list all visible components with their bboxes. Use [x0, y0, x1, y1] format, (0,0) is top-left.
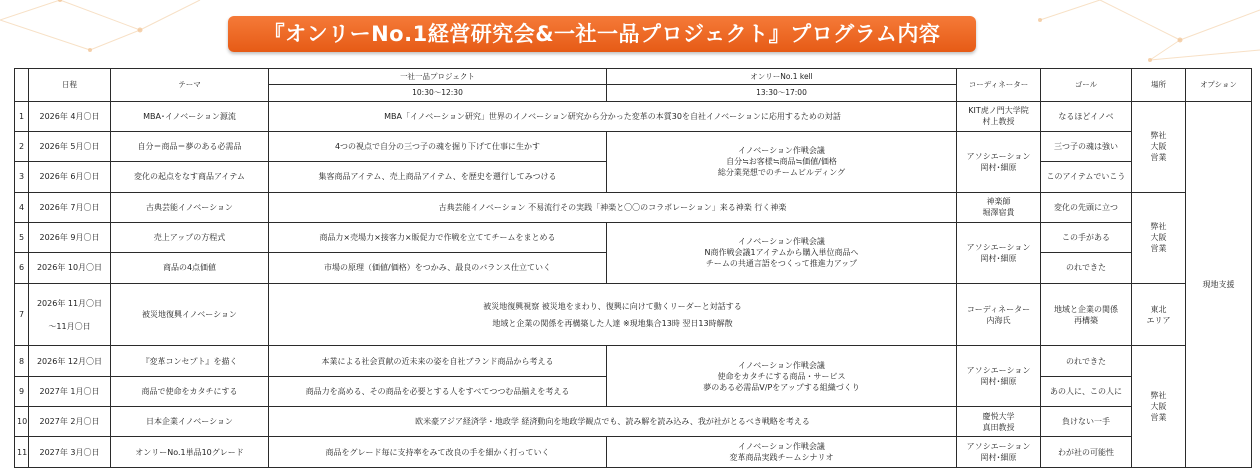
row-project1: 4つの視点で自分の三つ子の魂を掘り下げて仕事に生かす: [269, 131, 607, 161]
row-project1: 商品力×売場力×接客力×販促力で作戦を立ててチームをまとめる: [269, 222, 607, 252]
row-theme: 変化の起点をなす商品アイテム: [111, 162, 269, 192]
row-number: 7: [15, 283, 29, 346]
row-program-merged: 古典芸能イノベーション 不易流行その実践「神楽と〇〇のコラボレーション」来る神楽 行く神楽: [269, 192, 957, 222]
header-coordinator: コーディネーター: [957, 69, 1041, 102]
row-date: 2027年 1月〇日: [29, 376, 111, 406]
row-number: 1: [15, 101, 29, 131]
row-number: 11: [15, 437, 29, 468]
row-coordinator: アソシエーション 岡村･細原: [957, 222, 1041, 283]
row-goal: のれできた: [1041, 346, 1132, 376]
row-coordinator: KIT虎ノ門大学院 村上教授: [957, 101, 1041, 131]
row-date: 2026年 7月〇日: [29, 192, 111, 222]
row-coordinator: アソシエーション 岡村･細原: [957, 131, 1041, 192]
row-goal: なるほどイノベ: [1041, 101, 1132, 131]
table-row: [15, 346, 1252, 376]
row-goal: このアイテムでいこう: [1041, 162, 1132, 192]
row-date: 2026年 10月〇日: [29, 253, 111, 283]
row-theme: 商品で使命をカタチにする: [111, 376, 269, 406]
header-row: [15, 69, 1252, 85]
row-program-merged: 被災地復興視察 被災地をまわり、復興に向けて動くリーダーと対話する 地域と企業の関係を再構築した人達 ※現地集合13時 翌日13時解散: [269, 283, 957, 346]
row-date: 2026年 9月〇日: [29, 222, 111, 252]
row-theme: 古典芸能イノベーション: [111, 192, 269, 222]
header-project1: 一社一品プロジェクト: [269, 69, 607, 85]
table-row: [15, 192, 1252, 222]
header-goal: ゴール: [1041, 69, 1132, 102]
page-title-banner: 『オンリーNo.1経営研究会&一社一品プロジェクト』プログラム内容: [228, 16, 976, 52]
row-project2: イノベーション作戦会議 変革商品実践チームシナリオ: [607, 437, 957, 468]
row-goal: 負けない一手: [1041, 407, 1132, 437]
place-cell: 弊社 大阪 営業: [1132, 101, 1186, 192]
row-theme: 日本企業イノベーション: [111, 407, 269, 437]
row-date: 2026年 11月〇日 ～11月〇日: [29, 283, 111, 346]
row-theme: 自分＝商品＝夢のある必需品: [111, 131, 269, 161]
row-goal: 変化の先頭に立つ: [1041, 192, 1132, 222]
row-theme: 商品の4点価値: [111, 253, 269, 283]
row-goal: 三つ子の魂は強い: [1041, 131, 1132, 161]
row-coordinator: アソシエーション 岡村･細原: [957, 346, 1041, 407]
row-project1: 商品力を高める、その商品を必要とする人をすべてつつむ品揃えを考える: [269, 376, 607, 406]
row-number: 4: [15, 192, 29, 222]
row-number: 2: [15, 131, 29, 161]
row-number: 9: [15, 376, 29, 406]
header-date: 日程: [29, 69, 111, 102]
row-project2-merged: イノベーション作戦会議 N商作戦会議1アイテムから購入単位商品へ チームの共通言語をつくって推進力アップ: [607, 222, 957, 283]
row-goal: 地域と企業の関係 再構築: [1041, 283, 1132, 346]
row-project1: 本業による社会貢献の近未来の姿を自社ブランド商品から考える: [269, 346, 607, 376]
row-date: 2027年 3月〇日: [29, 437, 111, 468]
row-number: 3: [15, 162, 29, 192]
row-goal: のれできた: [1041, 253, 1132, 283]
row-theme: オンリーNo.1単品10グレード: [111, 437, 269, 468]
row-goal: あの人に、この人に: [1041, 376, 1132, 406]
row-date: 2026年 4月〇日: [29, 101, 111, 131]
header-project2-time: 13:30～17:00: [607, 85, 957, 101]
table-row: [15, 101, 1252, 131]
header-option: オプション: [1186, 69, 1252, 102]
header-num: [15, 69, 29, 102]
header-project1-time: 10:30～12:30: [269, 85, 607, 101]
row-coordinator: 慶悦大学 真田教授: [957, 407, 1041, 437]
row-theme: 売上アップの方程式: [111, 222, 269, 252]
row-goal: この手がある: [1041, 222, 1132, 252]
place-cell: 弊社 大阪 営業: [1132, 346, 1186, 468]
row-coordinator: コーディネーター 内海氏: [957, 283, 1041, 346]
row-number: 8: [15, 346, 29, 376]
row-project2-merged: イノベーション作戦会議 自分≒お客様≒商品≒価値/価格 総分業発想でのチームビルディング: [607, 131, 957, 192]
row-project2-merged: イノベーション作戦会議 使命をカタチにする商品・サービス 夢のある必需品V/Pをアップする組織づくり: [607, 346, 957, 407]
table-row: [15, 131, 1252, 161]
row-theme: 被災地復興イノベーション: [111, 283, 269, 346]
option-cell: 現地支援: [1186, 101, 1252, 468]
row-program-merged: MBA「イノベーション研究」世界のイノベーション研究から分かった変革の本質30を自社イノベーションに応用するための対話: [269, 101, 957, 131]
table-row: [15, 222, 1252, 252]
row-date: 2026年 6月〇日: [29, 162, 111, 192]
table-row: [15, 437, 1252, 468]
table-row: [15, 283, 1252, 346]
row-number: 5: [15, 222, 29, 252]
row-project1: 集客商品アイテム、売上商品アイテム、を歴史を遡行してみつける: [269, 162, 607, 192]
row-date: 2026年 5月〇日: [29, 131, 111, 161]
row-project1: 商品をグレード毎に支持率をみて改良の手を細かく打っていく: [269, 437, 607, 468]
row-theme: 『変革コンセプト』を描く: [111, 346, 269, 376]
row-coordinator: 神楽師 堀澤宿貴: [957, 192, 1041, 222]
row-goal: わが社の可能性: [1041, 437, 1132, 468]
row-date: 2027年 2月〇日: [29, 407, 111, 437]
row-date: 2026年 12月〇日: [29, 346, 111, 376]
row-coordinator: アソシエーション 岡村･細原: [957, 437, 1041, 468]
row-number: 10: [15, 407, 29, 437]
row-theme: MBA･イノベーション源流: [111, 101, 269, 131]
row-program-merged: 欧米豪アジア経済学・地政学 経済動向を地政学観点でも、読み解を読み込み、我が社がとるべき戦略を考える: [269, 407, 957, 437]
header-place: 場所: [1132, 69, 1186, 102]
table-row: [15, 407, 1252, 437]
header-theme: テーマ: [111, 69, 269, 102]
program-table: [14, 68, 1252, 468]
row-project1: 市場の原理（価値/価格）をつかみ、最良のバランス仕立ていく: [269, 253, 607, 283]
header-project2: オンリーNo.1 kell: [607, 69, 957, 85]
place-cell: 東北 エリア: [1132, 283, 1186, 346]
row-number: 6: [15, 253, 29, 283]
place-cell: 弊社 大阪 営業: [1132, 192, 1186, 283]
